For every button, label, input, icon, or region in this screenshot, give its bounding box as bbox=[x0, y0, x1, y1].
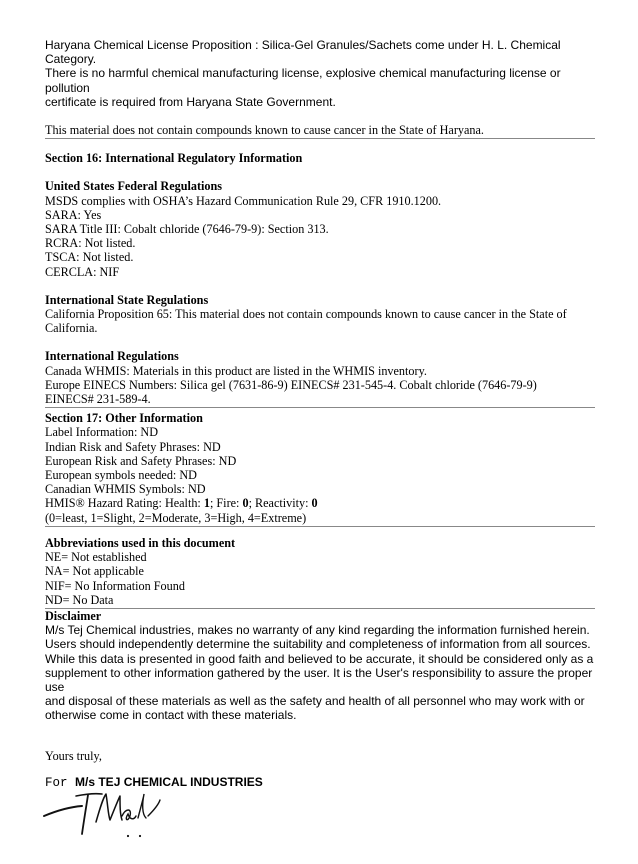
company-name: M/s TEJ CHEMICAL INDUSTRIES bbox=[75, 774, 263, 789]
disclaimer-line: supplement to other information gathered by the user. It is the User's responsibility to assure the proper use bbox=[45, 665, 593, 694]
info-line: Indian Risk and Safety Phrases: ND bbox=[45, 439, 221, 454]
us-line: RCRA: Not listed. bbox=[45, 236, 136, 251]
intl-line-3: EINECS# 231-589-4. bbox=[45, 392, 151, 407]
hmis-health-value: 1 bbox=[203, 496, 210, 511]
us-federal-heading: United States Federal Regulations bbox=[45, 179, 223, 194]
info-line: European Risk and Safety Phrases: ND bbox=[45, 453, 237, 468]
salutation: Yours truly, bbox=[45, 748, 102, 763]
section-17-title: Section 17: Other Information bbox=[45, 411, 203, 426]
disclaimer-title: Disclaimer bbox=[45, 608, 102, 623]
disclaimer-line: otherwise come in contact with these materials. bbox=[45, 708, 297, 723]
haryana-line-3: certificate is required from Haryana State Government. bbox=[45, 94, 336, 109]
hmis-reactivity-value: 0 bbox=[311, 496, 318, 511]
haryana-line-1: Haryana Chemical License Proposition : Silica-Gel Granules/Sachets come under H. L. Chemical Category. bbox=[45, 38, 561, 67]
for-word: For bbox=[45, 775, 76, 790]
handwritten-signature bbox=[40, 784, 190, 844]
us-line: SARA Title III: Cobalt chloride (7646-79-9): Section 313. bbox=[45, 222, 329, 237]
haryana-line-2: There is no harmful chemical manufacturing license, explosive chemical manufacturing license or pollution bbox=[45, 66, 561, 95]
intl-line-2: Europe EINECS Numbers: Silica gel (7631-86-9) EINECS# 231-545-4. Cobalt chloride (7646-79-9) bbox=[45, 377, 537, 392]
disclaimer-line: Users should independently determine the suitability and completeness of information from all sources. bbox=[45, 637, 591, 652]
document-page bbox=[45, 38, 595, 790]
info-line: Canadian WHMIS Symbols: ND bbox=[45, 482, 206, 497]
section-16 bbox=[45, 151, 595, 408]
us-line: CERCLA: NIF bbox=[45, 264, 120, 279]
disclaimer-line: M/s Tej Chemical industries, makes no warranty of any kind regarding the information furnished herein. bbox=[45, 623, 590, 638]
us-line: TSCA: Not listed. bbox=[45, 250, 134, 265]
disclaimer-line: and disposal of these materials as well as the safety and health of all personnel who may work with or bbox=[45, 694, 585, 709]
info-line: Label Information: ND bbox=[45, 425, 159, 440]
abbreviation-item: NA= Not applicable bbox=[45, 564, 144, 579]
hmis-prefix: HMIS® Hazard Rating: Health: bbox=[45, 496, 204, 511]
abbreviation-item: NIF= No Information Found bbox=[45, 578, 185, 593]
abbreviations-block bbox=[45, 536, 595, 609]
hmis-scale: (0=least, 1=Slight, 2=Moderate, 3=High, 4=Extreme) bbox=[45, 510, 307, 525]
hmis-fire-label: ; Fire: bbox=[209, 496, 243, 511]
disclaimer-line: While this data is presented in good faith and believed to be accurate, it should be considered only as a bbox=[45, 651, 594, 666]
intl-regulations-heading: International Regulations bbox=[45, 349, 179, 364]
section-16-title: Section 16: International Regulatory Information bbox=[45, 151, 303, 166]
intl-line-1: Canada WHMIS: Materials in this product are listed in the WHMIS inventory. bbox=[45, 363, 427, 378]
haryana-cancer-statement: This material does not contain compounds known to cause cancer in the State of Haryana. bbox=[45, 123, 484, 138]
hmis-fire-value: 0 bbox=[242, 496, 249, 511]
state-line-1: California Proposition 65: This material does not contain compounds known to cause cancer in the State of bbox=[45, 307, 567, 322]
hmis-reactivity-label: ; Reactivity: bbox=[248, 496, 312, 511]
abbreviation-item: NE= Not established bbox=[45, 550, 147, 565]
disclaimer-block bbox=[45, 609, 595, 723]
us-line: MSDS complies with OSHA’s Hazard Communication Rule 29, CFR 1910.1200. bbox=[45, 193, 442, 208]
us-line: SARA: Yes bbox=[45, 207, 102, 222]
haryana-block bbox=[45, 38, 595, 139]
state-line-2: California. bbox=[45, 321, 98, 336]
state-regulations-heading: International State Regulations bbox=[45, 292, 209, 307]
info-line: European symbols needed: ND bbox=[45, 468, 197, 483]
hmis-rating bbox=[45, 496, 595, 510]
section-17 bbox=[45, 411, 595, 527]
abbreviation-item: ND= No Data bbox=[45, 592, 114, 607]
abbreviations-title: Abbreviations used in this document bbox=[45, 535, 236, 550]
